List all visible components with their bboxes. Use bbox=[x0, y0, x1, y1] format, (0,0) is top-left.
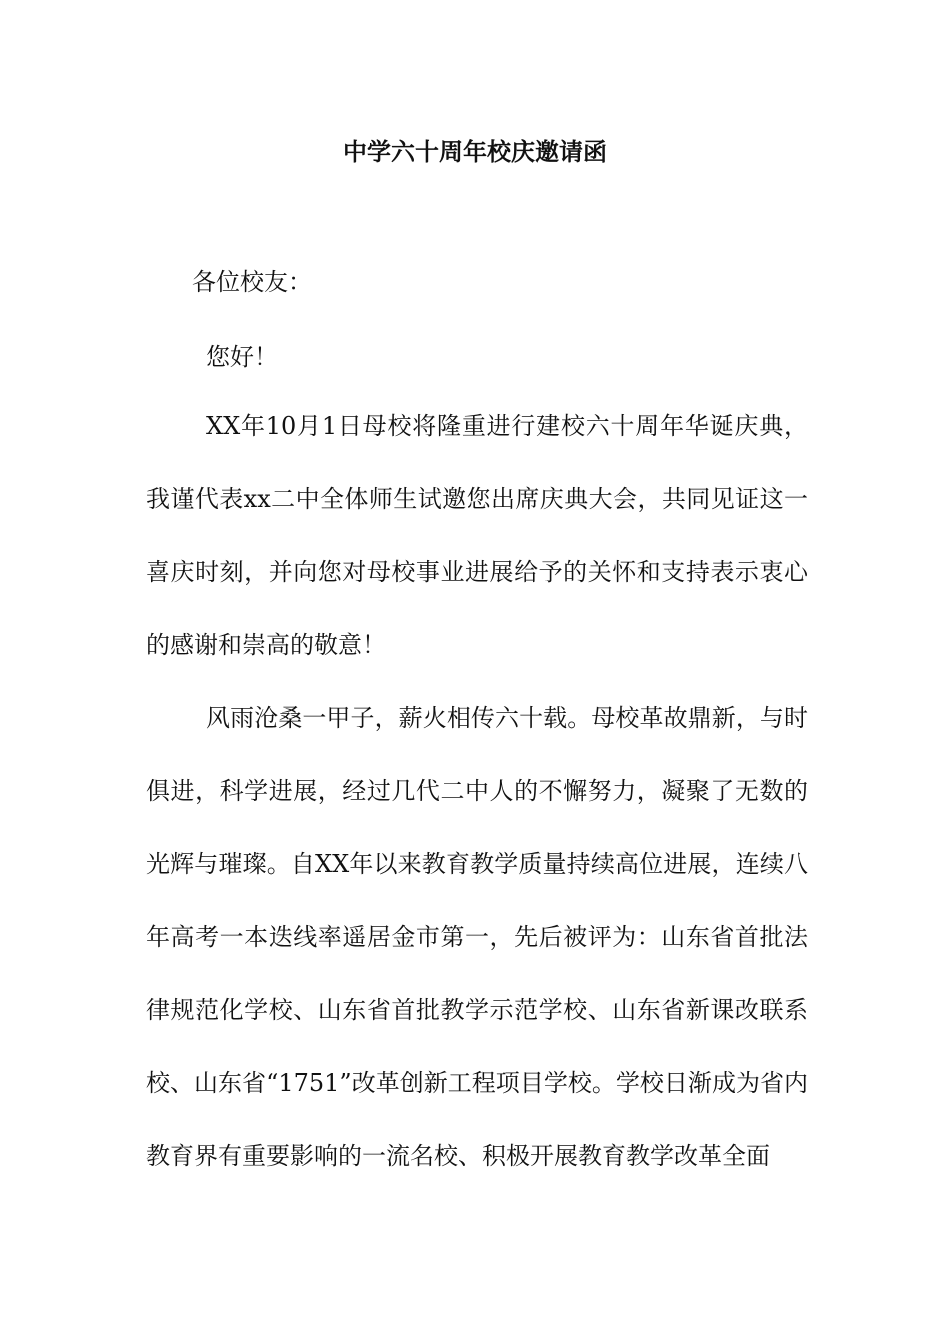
paragraph-invitation: XX年10月1日母校将隆重进行建校六十周年华诞庆典，我谨代表xx二中全体师生试邀您出席庆典大会，共同见证这一喜庆时刻，并向您对母校事业进展给予的关怀和支持表示衷心的感谢和崇高的敬意！ bbox=[146, 412, 808, 659]
document-title: 中学六十周年校庆邀请函 bbox=[343, 137, 607, 166]
salutation: 各位校友： bbox=[192, 268, 312, 296]
paragraph-school-history: 风雨沧桑一甲子，薪火相传六十载。母校革故鼎新，与时俱进，科学进展，经过几代二中人的不懈努力，凝聚了无数的光辉与璀璨。自XX年以来教育教学质量持续高位进展，连续八年高考一本迭线率遥居金市第一，先后被评为：山东省首批法律规范化学校、山东省首批教学示范学校、山东省新课改联系校、山东省“1751”改革创新工程项目学校。学校日渐成为省内教育界有重要影响的一流名校、积极开展教育教学改革全面 bbox=[146, 704, 808, 1170]
greeting-line: 您好！ bbox=[206, 343, 278, 371]
